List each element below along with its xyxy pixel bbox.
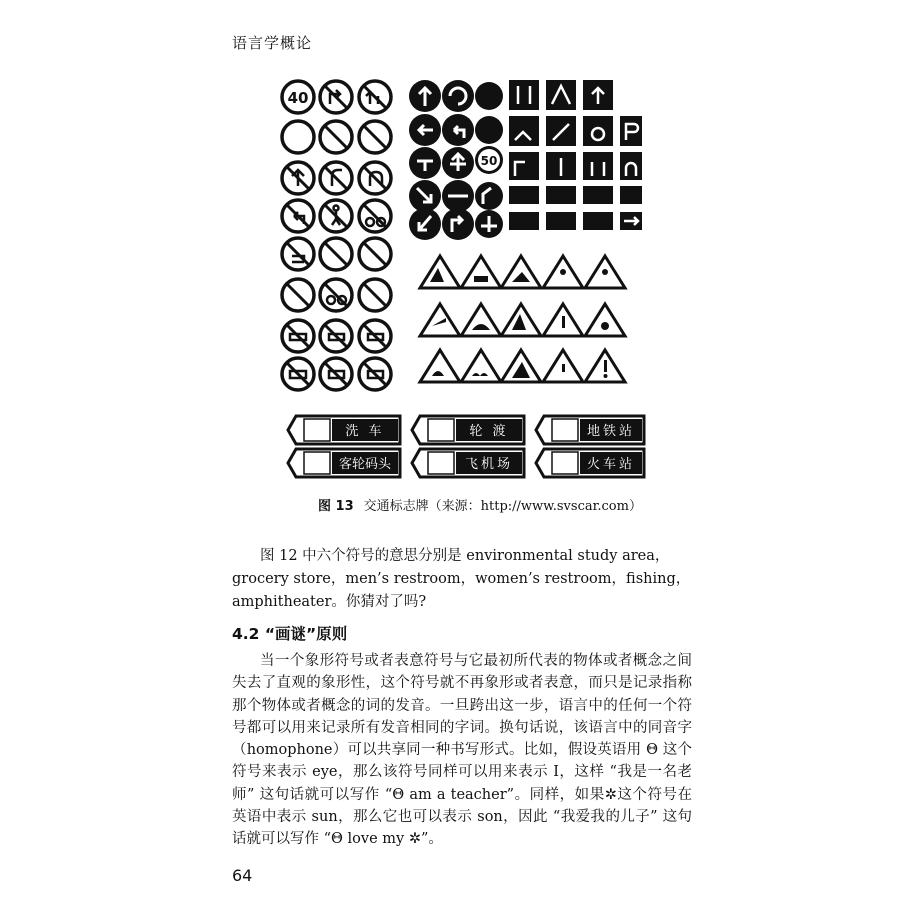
figure-caption-text: 交通标志牌（来源：http://www.svscar.com） <box>363 499 642 514</box>
min-speed-number: 50 <box>480 154 498 168</box>
guide-label-ferry: 轮 渡 <box>469 424 509 439</box>
guide-sign-car-wash <box>288 416 400 444</box>
guide-sign-railway-station <box>536 449 644 477</box>
body-paragraph-1-text: 图 12 中六个符号的意思分别是 environmental study area，grocery store，men’s restroom，women’s restroom，fishing，amphitheater。你猜对了吗? <box>232 548 691 610</box>
page-number: 64 <box>232 866 253 885</box>
warning-signs <box>420 256 625 382</box>
guide-sign-ferry <box>412 416 524 444</box>
figure-caption-label: 图 13 <box>318 499 354 514</box>
mandatory-signs <box>409 80 503 240</box>
body-paragraph-2-text: 当一个象形符号或者表意符号与它最初所代表的物体或者概念之间失去了直观的象形性，这个符号就不再象形或者表意，而只是记录指称那个物体或者概念的词的发音。一旦跨出这一步，语言中的任何一个符号都可以用来记录所有发音相同的字词。换句话说，该语言中的同音字（homophone）可以共享同一种书写形式。比如，假设英语用 Θ 这个符号来表示 eye，那么该符号同样可以用来表示 I，这样 “我是一名老师” 这句话就可以写作 “Θ am a teacher”。同样，如果✲这个符号在英语中表示 sun，那么它也可以表示 son，因此 “我爱我的儿子” 这句话就可以写作 “Θ love my ✲”。 <box>232 653 692 848</box>
guide-sign-airport <box>412 449 524 477</box>
indication-signs <box>509 80 642 230</box>
body-paragraph-2 <box>232 650 692 851</box>
guide-label-railway-station: 火车站 <box>586 457 636 472</box>
guide-signs <box>288 416 644 477</box>
section-heading: 4.2 “画谜”原则 <box>232 625 348 643</box>
speed-limit-number: 40 <box>287 89 309 107</box>
prohibition-signs <box>282 81 391 390</box>
body-paragraph-1 <box>232 545 692 614</box>
guide-label-car-wash: 洗 车 <box>345 424 385 439</box>
guide-sign-ferry-terminal <box>288 449 400 477</box>
traffic-signs-figure <box>270 70 650 490</box>
guide-label-ferry-terminal: 客轮码头 <box>338 457 392 472</box>
running-head: 语言学概论 <box>232 34 313 52</box>
figure-caption <box>318 495 642 514</box>
guide-label-subway: 地铁站 <box>586 424 636 439</box>
guide-sign-subway <box>536 416 644 444</box>
guide-label-airport: 飞机场 <box>464 457 514 472</box>
